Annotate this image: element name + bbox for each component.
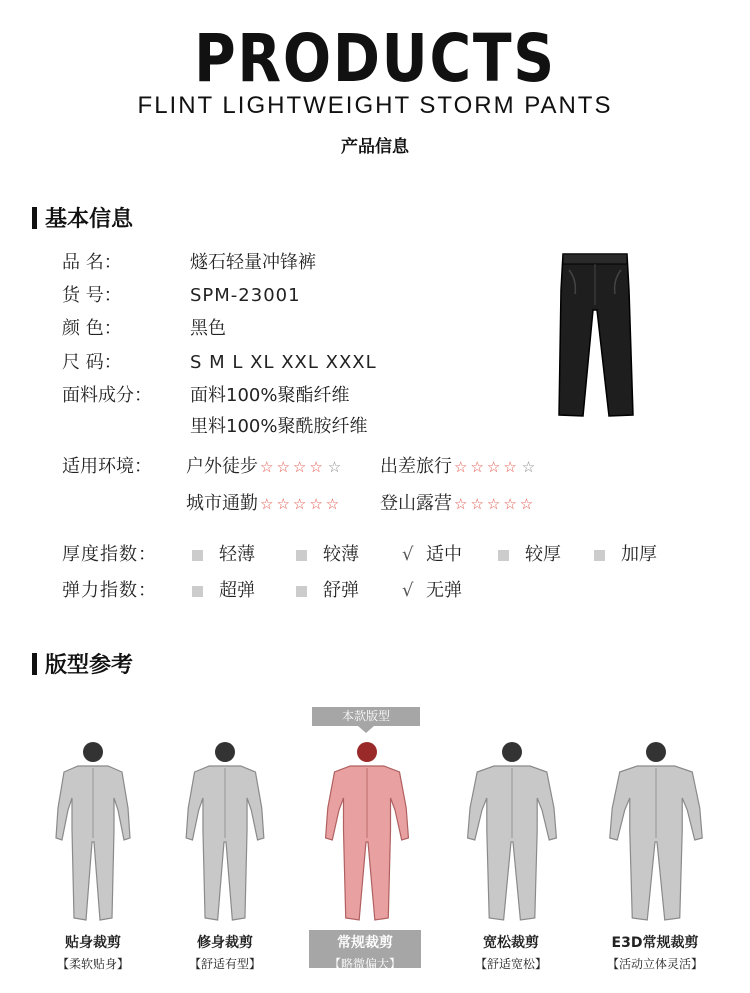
- fit-type-title: E3D常规裁剪: [611, 935, 699, 951]
- product-info-caption: 产品信息: [341, 137, 409, 157]
- usage-row-1: [62, 452, 539, 482]
- info-value: 里料100%聚酰胺纤维: [190, 416, 368, 437]
- info-value: 面料100%聚酯纤维: [190, 385, 350, 406]
- star-rating: ☆☆☆☆☆: [454, 495, 537, 513]
- fit-type-label: [595, 932, 715, 972]
- check-icon: √: [402, 580, 414, 601]
- usage-name: 户外徒步: [186, 456, 258, 477]
- thickness-label: 厚度指数：: [62, 544, 157, 565]
- star-rating: ☆☆☆☆: [260, 458, 326, 476]
- thickness-option: 较厚: [498, 540, 561, 570]
- info-row-name: [62, 248, 316, 278]
- section-heading-text: 基本信息: [45, 207, 134, 232]
- star-empty: ☆: [327, 458, 345, 476]
- checkbox-icon: [296, 586, 307, 597]
- fit-figure-icon: [457, 738, 567, 928]
- elastic-option: 超弹: [192, 576, 255, 606]
- fit-type-title: 修身裁剪: [197, 935, 253, 951]
- section-heading-text: 版型参考: [45, 653, 134, 678]
- fit-type-label: [165, 932, 285, 972]
- fit-type-sub: 【活动立体灵活】: [606, 957, 703, 971]
- elastic-option-selected: √ 无弹: [402, 576, 462, 606]
- fit-figure-icon: [312, 738, 422, 928]
- fit-type-sub: 【柔软贴身】: [56, 957, 129, 971]
- info-value: SPM-23001: [190, 285, 301, 306]
- checkbox-icon: [498, 550, 509, 561]
- elastic-label: 弹力指数：: [62, 580, 157, 601]
- section-heading-basic: [32, 202, 133, 233]
- info-row-color: [62, 314, 226, 344]
- thickness-option: 加厚: [594, 540, 657, 570]
- checkbox-icon: [192, 550, 203, 561]
- fit-type-title: 常规裁剪: [337, 935, 393, 951]
- info-value: 燧石轻量冲锋裤: [190, 252, 316, 273]
- fit-type-label: [451, 932, 571, 972]
- usage-item: [186, 452, 344, 482]
- info-label: 货 号：: [62, 285, 122, 306]
- check-icon: √: [402, 544, 414, 565]
- fit-type-sub: 【舒适有型】: [188, 957, 261, 971]
- thickness-option: 轻薄: [192, 540, 255, 570]
- info-row-size: [62, 348, 377, 378]
- info-value: S M L XL XXL XXXL: [190, 352, 377, 373]
- current-fit-badge: 本款版型: [312, 707, 420, 726]
- page-title: PRODUCTS: [194, 20, 556, 97]
- usage-item: [186, 489, 342, 519]
- fit-figure-icon: [601, 738, 711, 928]
- checkbox-icon: [594, 550, 605, 561]
- fit-figure-icon: [38, 738, 148, 928]
- info-row-lining: [62, 412, 368, 442]
- fit-type-label: [33, 932, 153, 972]
- usage-label: 适用环境：: [62, 456, 152, 477]
- fit-type-sub: 【略微偏大】: [328, 957, 401, 971]
- star-rating: ☆☆☆☆: [454, 458, 520, 476]
- info-row-fabric: [62, 381, 350, 411]
- fit-type-label-selected: [309, 930, 421, 971]
- thickness-row: [62, 540, 742, 570]
- checkbox-icon: [296, 550, 307, 561]
- info-value: 黑色: [190, 318, 226, 339]
- usage-item: [380, 489, 536, 519]
- heading-bar: [32, 653, 37, 675]
- usage-name: 城市通勤: [186, 493, 258, 514]
- product-pants-image: [555, 250, 635, 420]
- badge-pointer-icon: [358, 726, 374, 734]
- star-empty: ☆: [521, 458, 539, 476]
- star-rating: ☆☆☆☆☆: [260, 495, 343, 513]
- thickness-option-selected: √ 适中: [402, 540, 462, 570]
- heading-bar: [32, 207, 37, 229]
- elastic-option: 舒弹: [296, 576, 359, 606]
- info-label: 品 名：: [62, 252, 122, 273]
- fit-type-title: 宽松裁剪: [483, 935, 539, 951]
- fit-type-title: 贴身裁剪: [65, 935, 121, 951]
- fit-figure-icon: [170, 738, 280, 928]
- checkbox-icon: [192, 586, 203, 597]
- usage-name: 登山露营: [380, 493, 452, 514]
- info-label: 尺 码：: [62, 352, 122, 373]
- usage-item: [380, 452, 538, 482]
- info-label: 面料成分：: [62, 385, 152, 406]
- fit-type-sub: 【舒适宽松】: [474, 957, 547, 971]
- elastic-row: [62, 576, 742, 606]
- product-english-name: FLINT LIGHTWEIGHT STORM PANTS: [137, 92, 613, 119]
- usage-name: 出差旅行: [380, 456, 452, 477]
- thickness-option: 较薄: [296, 540, 359, 570]
- info-label: 颜 色：: [62, 318, 122, 339]
- info-row-sku: [62, 281, 301, 311]
- section-heading-fit: [32, 648, 133, 679]
